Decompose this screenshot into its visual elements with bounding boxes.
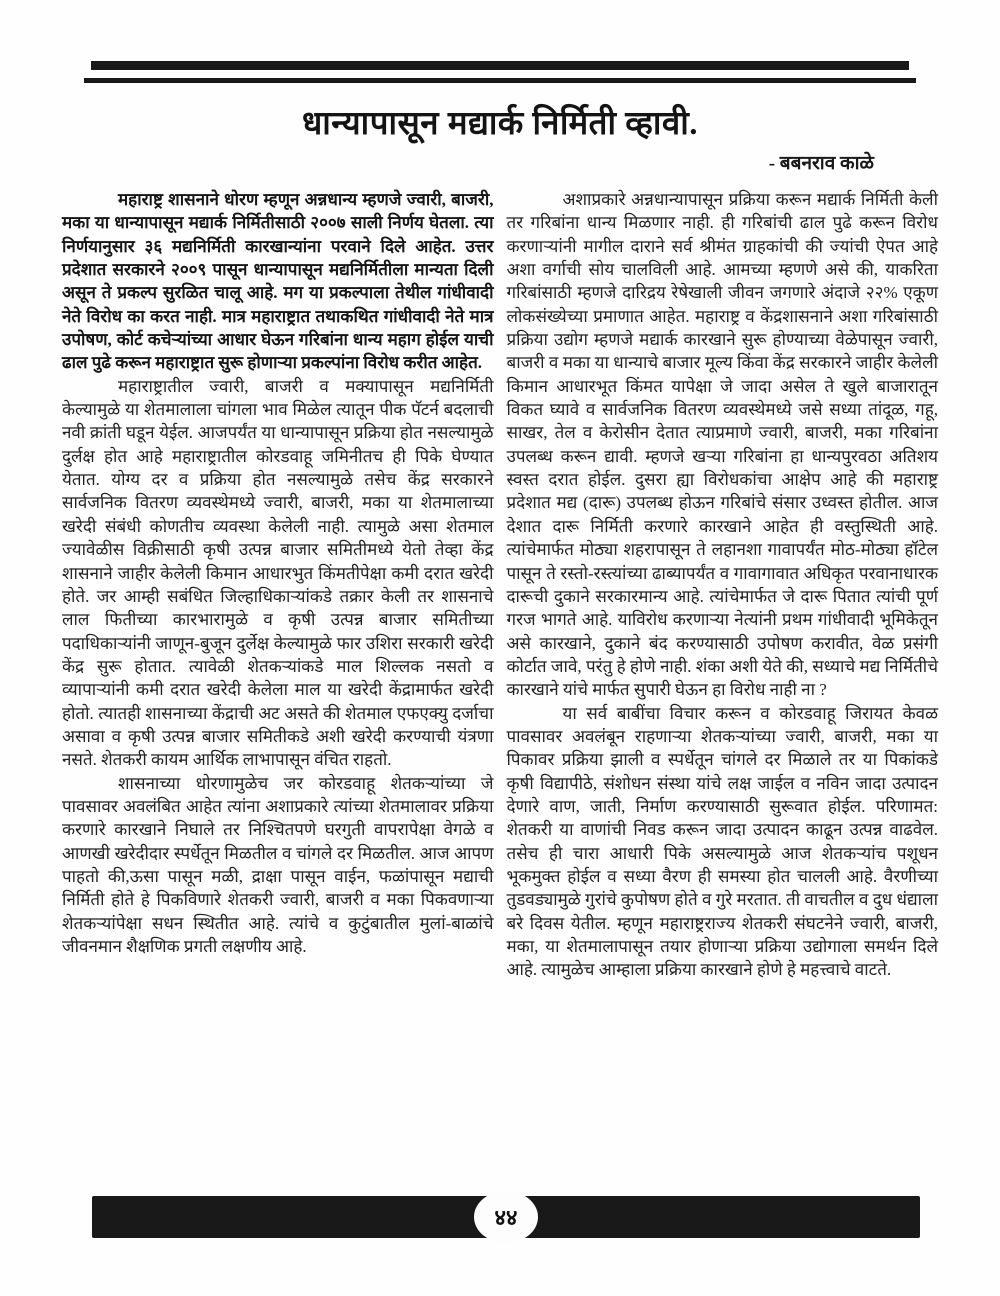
column-left [62,188,494,982]
article-title: धान्यापासून मद्यार्क निर्मिती व्हावी. [301,106,699,142]
header-rules [0,0,1000,83]
article-body [0,188,1000,982]
column-right [507,188,939,982]
page-number: ४४ [494,1205,518,1230]
header-rule-thin [84,78,916,83]
paragraph: शासनाच्या धोरणामुळेच जर कोरडवाहू शेतकऱ्यांच्या जे पावसावर अवलंबित आहेत त्यांना अशाप्रकारे त्यांच्या शेतमालावर प्रक्रिया करणारे कारखाने निघाले तर निश्चितपणे घरगुती वापरापेक्षा वेगळे व आणखी खरेदीदार स्पर्धेतून मिळतील व चांगले दर मिळतील. आज आपण पाहतो की,ऊसा पासून मळी, द्राक्षा पासून वाईन, फळांपासून मद्याची निर्मिती होते हे पिकविणारे शेतकरी ज्वारी, बाजरी व मका पिकवणाऱ्या शेतकऱ्यांपेक्षा सधन स्थितीत आहे. त्यांचे व कुटुंबातील मुलां-बाळांचे जीवनमान शैक्षणिक प्रगती लक्षणीय आहे. [62,773,494,956]
paragraph-intro: महाराष्ट्र शासनाने धोरण म्हणून अन्नधान्य म्हणजे ज्वारी, बाजरी, मका या धान्यापासून मद्यार्क निर्मितीसाठी २००७ साली निर्णय घेतला. त्या निर्णयानुसार ३६ मद्यनिर्मिती कारखान्यांना परवाने दिले आहेत. उत्तर प्रदेशात सरकारने २००९ पासून धान्यापासून मद्यनिर्मितीला मान्यता दिली असून ते प्रकल्प सुरळित चालू आहे. मग या प्रकल्पाला तेथील गांधीवादी नेते विरोध का करत नाही. मात्र महाराष्ट्रात तथाकथित गांधीवादी नेते मात्र उपोषण, कोर्ट कचेऱ्यांच्या आधार घेऊन गरिबांना धान्य महाग होईल याची ढाल पुढे करून महाराष्ट्रात सुरू होणाऱ्या प्रकल्पांना विरोध करीत आहेत. [62,190,494,373]
paragraph: महाराष्ट्रातील ज्वारी, बाजरी व मक्यापासून मद्यनिर्मिती केल्यामुळे या शेतमालाला चांगला भाव मिळेल त्यातून पीक पॅटर्न बदलाची नवी क्रांती घडून येईल. आजपर्यंत या धान्यापासून प्रक्रिया होत नसल्यामुळे दुर्लक्ष होत आहे महाराष्ट्रातील कोरडवाहू जमिनीतच ही पिके घेण्यात येतात. योग्य दर व प्रक्रिया होत नसल्यामुळे तसेच केंद्र सरकारने सार्वजनिक वितरण व्यवस्थेमध्ये ज्वारी, बाजरी, मका या शेतमालाच्या खरेदी संबंधी कोणतीच व्यवस्था केलेली नाही. त्यामुळे असा शेतमाल ज्यावेळीस विक्रीसाठी कृषी उत्पन्न बाजार समितीमध्ये येतो तेव्हा केंद्र शासनाने जाहीर केलेली किमान आधारभुत किंमतीपेक्षा कमी दरात खरेदी होते. जर आम्ही सबंधित जिल्हाधिकाऱ्यांकडे तक्रार केली तर शासनाचे लाल फितीच्या कारभारामुळे व कृषी उत्पन्न बाजार समितीच्या पदाधिकाऱ्यांनी जाणून-बुजून दुर्लेक्ष केल्यामुळे फार उशिरा सरकारी खरेदी केंद्र सुरू होतात. त्यावेळी शेतकऱ्यांकडे माल शिल्लक नसतो व व्यापाऱ्यांनी कमी दरात खरेदी केलेला माल या खरेदी केंद्रामार्फत खरेदी होतो. त्यातही शासनाच्या केंद्राची अट असते की शेतमाल एफएक्यु दर्जाचा असावा व कृषी उत्पन्न बाजार समितीकडे अशी खरेदी करण्याची यंत्रणा नसते. शेतकरी कायम आर्थिक लाभापासून वंचित राहतो. [62,376,494,770]
paragraph: या सर्व बाबींचा विचार करून व कोरडवाहू जिरायत केवळ पावसावर अवलंबून राहणाऱ्या शेतकऱ्यांच्या ज्वारी, बाजरी, मका या पिकावर प्रक्रिया झाली व स्पर्धेतून चांगले दर मिळाले तर या पिकांकडे कृषी विद्यापीठे, संशोधन संस्था यांचे लक्ष जाईल व नविन जादा उत्पादन देणारे वाण, जाती, निर्माण करण्यासाठी सुरूवात होईल. परिणामत: शेतकरी या वाणांची निवड करून जादा उत्पादन काढून उत्पन्न वाढवेल. तसेच ही चारा आधारी पिके असल्यामुळे आज शेतकऱ्यांच पशूधन भूकमुक्त होईल व सध्या वैरण ही समस्या होत चालली आहे. वैरणीच्या तुडवड्यामुळे गुरांचे कुपोषण होते व गुरे मरतात. ती वाचतील व दुध धंद्याला बरे दिवस येतील. म्हणून महाराष्ट्रराज्य शेतकरी संघटनेने ज्वारी, बाजरी, मका, या शेतमालापासून तयार होणाऱ्या प्रक्रिया उद्योगाला समर्थन दिले आहे. त्यामुळेच आम्हाला प्रक्रिया कारखाने होणे हे महत्त्वाचे वाटते. [506,703,938,980]
header-rule-thick [91,61,909,70]
article-byline: - बबनराव काळे [768,153,874,174]
footer-bar [92,1196,920,1238]
page-number-badge [474,1191,538,1243]
paragraph: अशाप्रकारे अन्नधान्यापासून प्रक्रिया करून मद्यार्क निर्मिती केली तर गरिबांना धान्य मिळणार नाही. ही गरिबांची ढाल पुढे करून विरोध करणाऱ्यांनी मागील दाराने सर्व श्रीमंत ग्राहकांची की ज्यांची ऐपत आहे अशा वर्गाची सोय चालविली आहे. आमच्या म्हणणे असे की, याकरिता गरिबांसाठी म्हणजे दारिद्रय रेषेखाली जीवन जगणारे अंदाजे २२% एकूण लोकसंख्येच्या प्रमाणात आहेत. महाराष्ट्र व केंद्रशासनाने अशा गरिबांसाठी प्रक्रिया उद्योग म्हणजे मद्यार्क कारखाने सुरू होण्याच्या वेळेपासून ज्वारी, बाजरी व मका या धान्याचे बाजार मूल्य किंवा केंद्र सरकारने जाहीर केलेली किमान आधारभूत किंमत यापेक्षा जे जादा असेल ते खुले बाजारातून विकत घ्यावे व सार्वजनिक वितरण व्यवस्थेमध्ये जसे सध्या तांदूळ, गहू, साखर, तेल व केरोसीन देतात त्याप्रमाणे ज्वारी, बाजरी, मका गरिबांना उपलब्ध करून द्यावी. म्हणजे खऱ्या गरिबांना हा धान्यपुरवठा अतिशय स्वस्त दरात होईल. दुसरा ह्या विरोधकांचा आक्षेप आहे की महाराष्ट्र प्रदेशात मद्य (दारू) उपलब्ध होऊन गरिबांचे संसार उध्वस्त होतील. आज देशात दारू निर्मिती करणारे कारखाने आहेत ही वस्तुस्थिती आहे. त्यांचेमार्फत मोठ्या शहरापासून ते लहानशा गावापर्यंत मोठ-मोठ्या हॉटेल पासून ते रस्तो-रस्त्यांच्या ढाब्यापर्यंत व गावागावात अधिकृत परवानाधारक दारूची दुकाने सरकारमान्य आहे. त्यांचेमार्फत जे दारू पितात त्यांची पूर्ण गरज भागते आहे. याविरोध करणाऱ्या नेत्यांनी प्रथम गांधीवादी भूमिकेतून असे कारखाने, दुकाने बंद करण्यासाठी उपोषण करावीत, वेळ प्रसंगी कोर्टात जावे, परंतु हे होणे नाही. शंका अशी येते की, सध्याचे मद्य निर्मितीचे कारखाने यांचे मार्फत सुपारी घेऊन हा विरोध नाही ना ? [506,190,938,700]
